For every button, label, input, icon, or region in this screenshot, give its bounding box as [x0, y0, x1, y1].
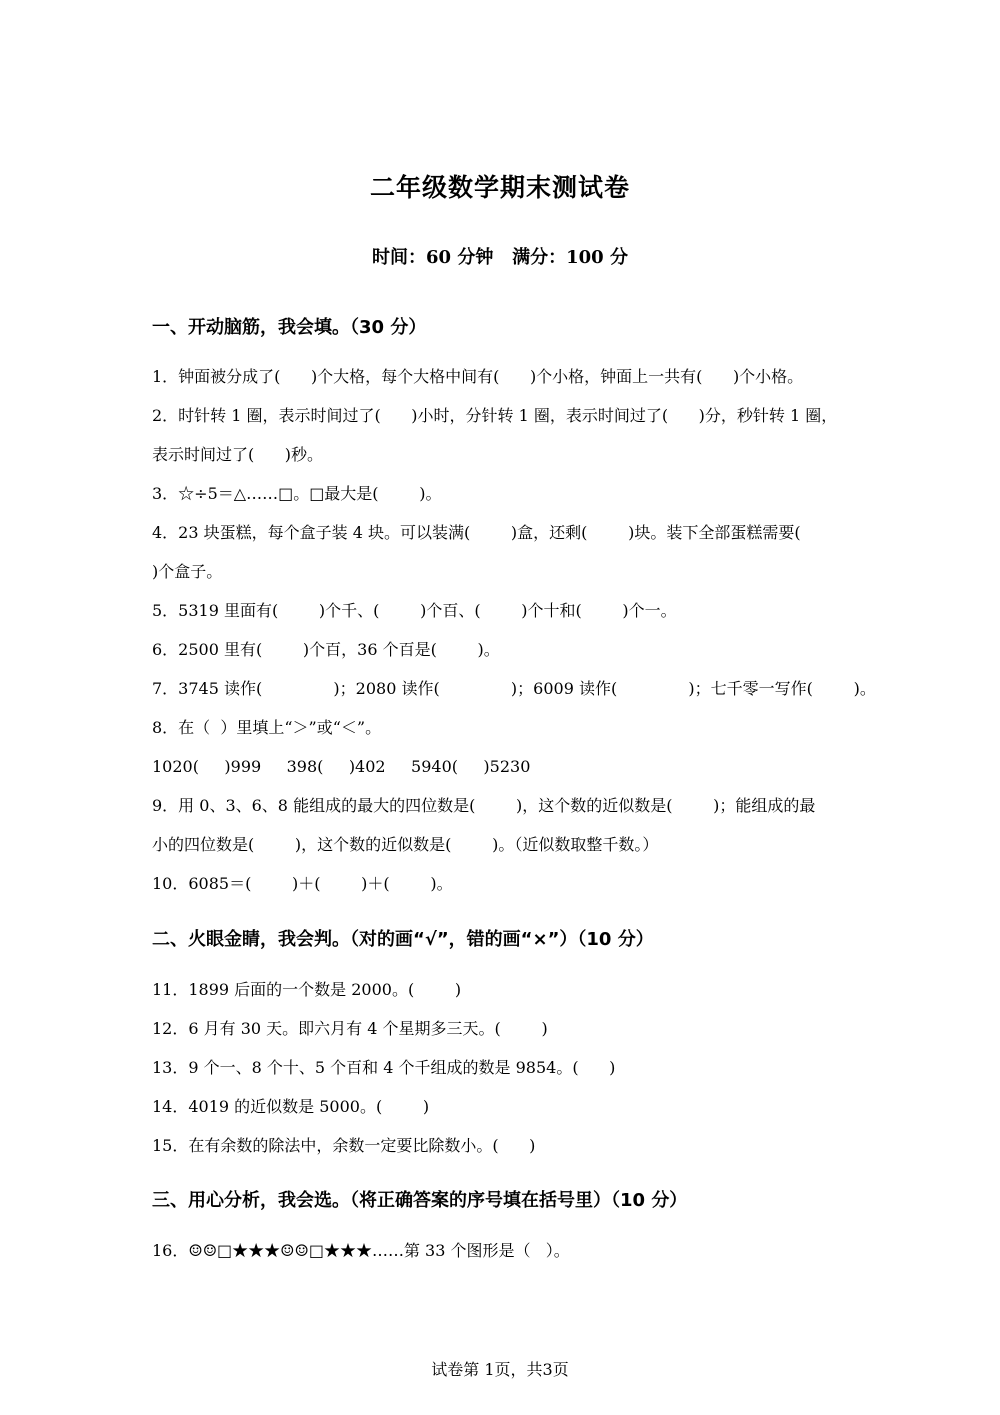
question-9: 9．用 0、3、6、8 能组成的最大的四位数是( )，这个数的近似数是( )；能组成的最: [152, 796, 816, 815]
section-heading-choose: 三、用心分析，我会选。（将正确答案的序号填在括号里）（10 分）: [152, 1190, 688, 1211]
page-title: 二年级数学期末测试卷: [369, 173, 630, 202]
question-2: 2．时针转 1 圈，表示时间过了( )小时，分针转 1 圈，表示时间过了( )分，秒针转 1 圈，: [152, 406, 838, 425]
section-heading-fill: 一、开动脑筋，我会填。（30 分）: [152, 317, 427, 338]
question-9-cont: 小的四位数是( )，这个数的近似数是( )。（近似数取整千数。）: [152, 835, 659, 854]
section-heading-judge: 二、火眼金睛，我会判。（对的画“√”，错的画“×”）（10 分）: [152, 929, 654, 950]
question-10: 10．6085＝( )＋( )＋( )。: [152, 874, 453, 893]
question-2-cont: 表示时间过了( )秒。: [152, 445, 324, 464]
page-footer: 试卷第 1页，共3页: [431, 1360, 569, 1379]
question-4: 4．23 块蛋糕，每个盒子装 4 块。可以装满( )盒，还剩( )块。装下全部蛋糕需要(: [152, 523, 801, 542]
question-15: 15．在有余数的除法中，余数一定要比除数小。( ): [152, 1136, 536, 1155]
exam-meta: [0, 243, 1000, 269]
question-6: 6．2500 里有( )个百，36 个百是( )。: [152, 640, 500, 659]
question-1: 1．钟面被分成了( )个大格，每个大格中间有( )个小格，钟面上一共有( )个小格。: [152, 367, 804, 386]
question-14: 14．4019 的近似数是 5000。( ): [152, 1097, 430, 1116]
question-8-items: 1020( )999 398( )402 5940( )5230: [152, 757, 531, 776]
question-3: 3．☆÷5＝△……□。□最大是( )。: [152, 484, 442, 503]
question-8: 8．在（ ）里填上“＞”或“＜”。: [152, 718, 382, 737]
question-13: 13．9 个一、8 个十、5 个百和 4 个千组成的数是 9854。( ): [152, 1058, 616, 1077]
time-and-score: 时间：60 分钟 满分：100 分: [372, 247, 628, 268]
question-5: 5．5319 里面有( )个千、( )个百、( )个十和( )个一。: [152, 601, 677, 620]
question-16: 16．☺☺□★★★☺☺□★★★……第 33 个图形是（ ）。: [152, 1241, 570, 1260]
question-12: 12．6 月有 30 天。即六月有 4 个星期多三天。( ): [152, 1019, 548, 1038]
question-11: 11．1899 后面的一个数是 2000。( ): [152, 980, 462, 999]
question-4-cont: )个盒子。: [152, 562, 223, 581]
question-7: 7．3745 读作( )；2080 读作( )；6009 读作( )；七千零一写作( )。: [152, 679, 876, 698]
